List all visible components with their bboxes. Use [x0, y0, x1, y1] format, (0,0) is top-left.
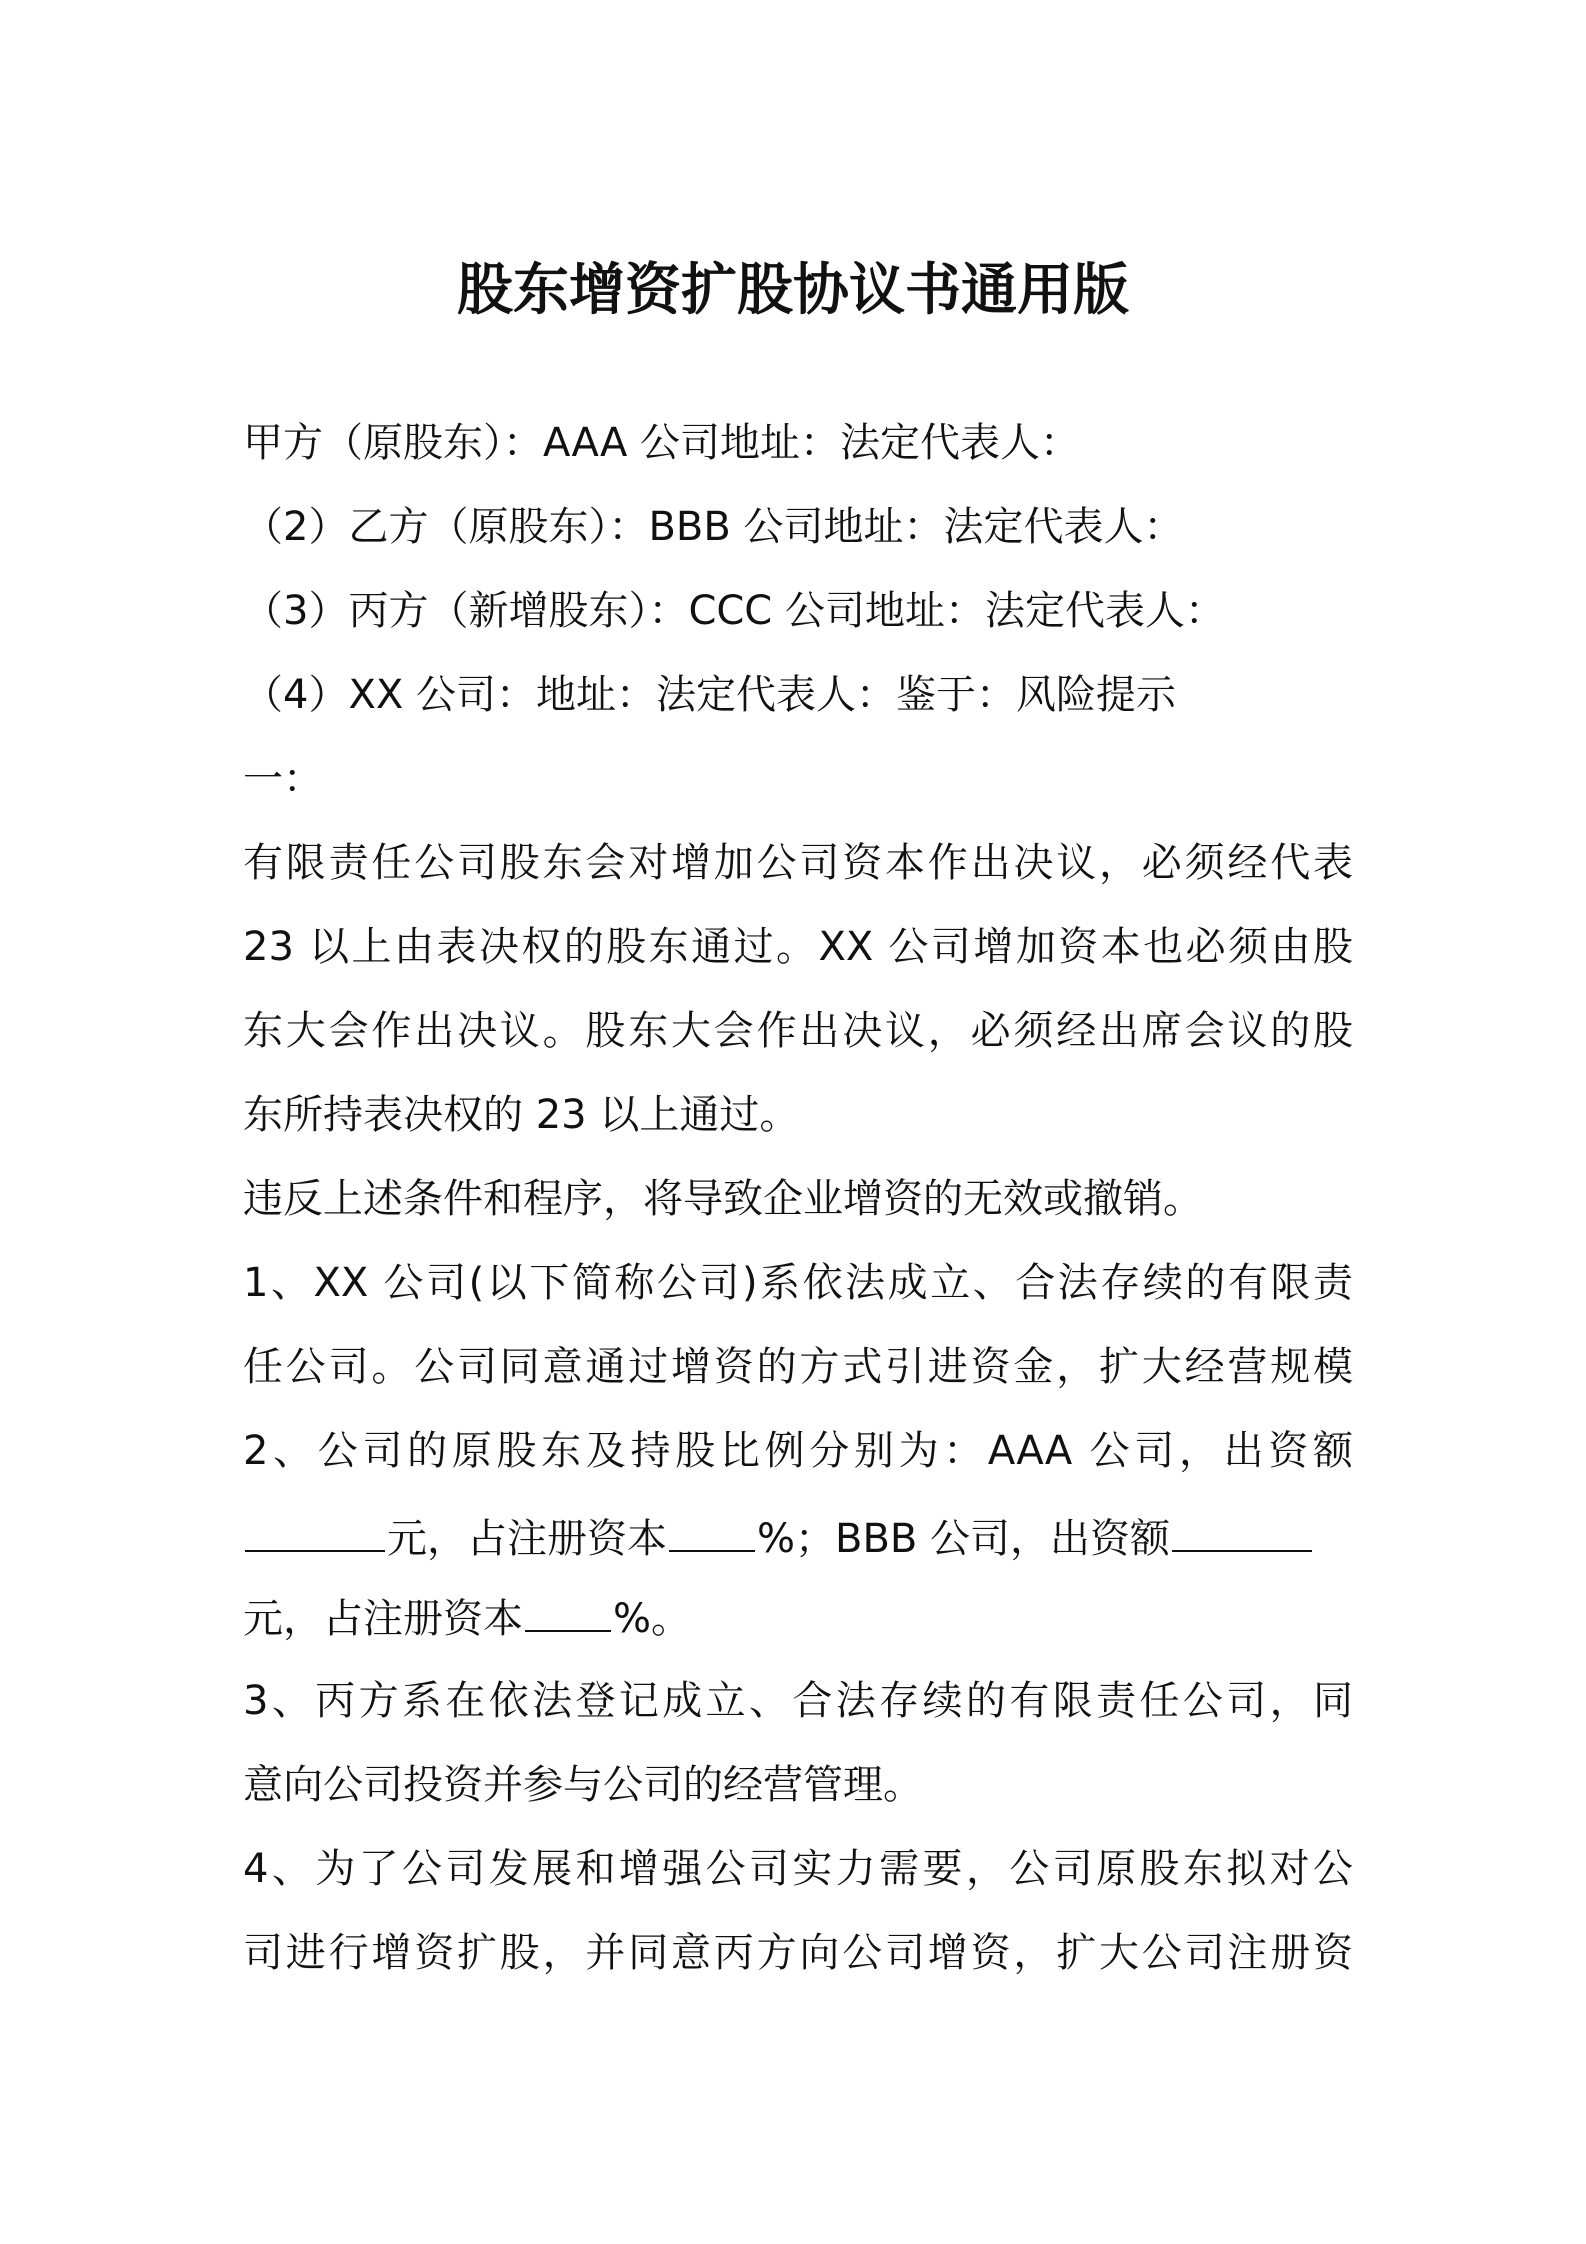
- clause-2-blank-line: [243, 1512, 1314, 1564]
- party-b-line: （2）乙方（原股东）：BBB 公司地址：法定代表人：: [243, 504, 1184, 550]
- clause-3-line: 3、丙方系在依法登记成立、合法存续的有限责任公司，同: [243, 1678, 1353, 1724]
- clause-2-text: %。: [613, 1596, 692, 1642]
- paragraph-line: 有限责任公司股东会对增加公司资本作出决议，必须经代表: [243, 840, 1353, 886]
- clause-3-line: 意向公司投资并参与公司的经营管理。: [243, 1762, 923, 1808]
- clause-1-line: 1、XX 公司(以下简称公司)系依法成立、合法存续的有限责: [243, 1260, 1353, 1306]
- fill-in-blank: [245, 1512, 385, 1552]
- paragraph-line: 违反上述条件和程序，将导致企业增资的无效或撤销。: [243, 1176, 1203, 1222]
- document-title: 股东增资扩股协议书通用版: [457, 258, 1129, 323]
- paragraph-line: 东所持表决权的 23 以上通过。: [243, 1092, 800, 1138]
- clause-2-text: 元，占注册资本: [387, 1516, 667, 1562]
- fill-in-blank: [525, 1592, 611, 1632]
- fill-in-blank: [1172, 1512, 1312, 1552]
- section-one-heading: 一：: [243, 756, 323, 802]
- party-c-line: （3）丙方（新增股东）：CCC 公司地址：法定代表人：: [243, 588, 1225, 634]
- clause-4-line: 4、为了公司发展和增强公司实力需要，公司原股东拟对公: [243, 1846, 1353, 1892]
- clause-2-line: 2、公司的原股东及持股比例分别为：AAA 公司，出资额: [243, 1428, 1353, 1474]
- clause-2-text: %；BBB 公司，出资额: [757, 1516, 1171, 1562]
- fill-in-blank: [669, 1512, 755, 1552]
- clause-1-line: 任公司。公司同意通过增资的方式引进资金，扩大经营规模: [243, 1344, 1353, 1390]
- clause-2-blank-line: [243, 1592, 691, 1644]
- company-line: （4）XX 公司：地址：法定代表人：鉴于：风险提示: [243, 672, 1176, 718]
- party-a-line: 甲方（原股东）：AAA 公司地址：法定代表人：: [243, 420, 1081, 466]
- paragraph-line: 东大会作出决议。股东大会作出决议，必须经出席会议的股: [243, 1008, 1353, 1054]
- clause-2-text: 元，占注册资本: [243, 1596, 523, 1642]
- paragraph-line: 23 以上由表决权的股东通过。XX 公司增加资本也必须由股: [243, 924, 1353, 970]
- clause-4-line: 司进行增资扩股，并同意丙方向公司增资，扩大公司注册资: [243, 1930, 1353, 1976]
